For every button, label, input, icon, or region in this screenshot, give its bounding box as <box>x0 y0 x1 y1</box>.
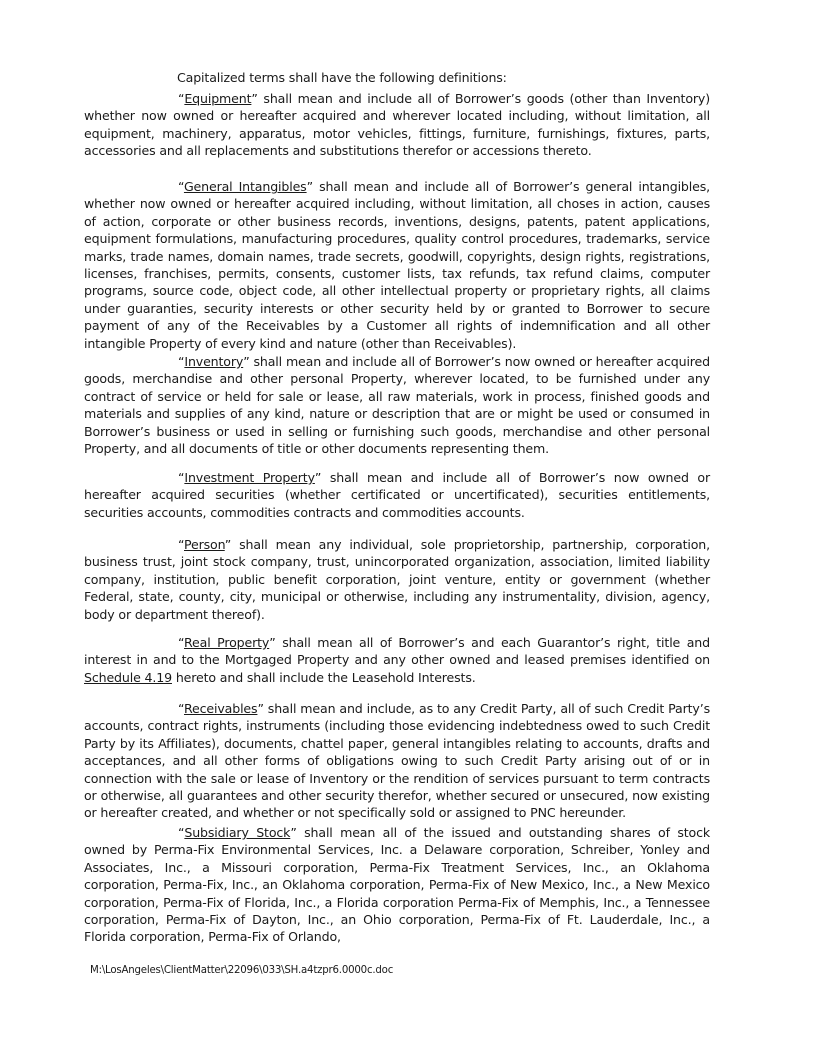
definition-general-intangibles: “General Intangibles” shall mean and include all of Borrower’s general intangibles, whether now owned or hereafter acquired including, without limitation, all choses in action, causes of action, corporate or other business records, inventions, designs, patents, patent applications, equipment formulations, manufacturing procedures, quality control procedures, trademarks, service marks, trade names, domain names, trade secrets, goodwill, copyrights, design rights, registrations, licenses, franchises, permits, consents, customer lists, tax refunds, tax refund claims, computer programs, source code, object code, all other intellectual property or proprietary rights, all claims under guaranties, security interests or other security held by or granted to Borrower to secure payment of any of the Receivables by a Customer all rights of indemnification and all other intangible Property of every kind and nature (other than Receivables). <box>84 179 710 351</box>
definition-equipment: “Equipment” shall mean and include all of Borrower’s goods (other than Inventory) whether now owned or hereafter acquired and wherever located including, without limitation, all equipment, machinery, apparatus, motor vehicles, fittings, furniture, furnishings, fixtures, parts, accessories and all replacements and substitutions therefor or accessions thereto. <box>84 91 710 159</box>
defined-term: Person <box>184 537 225 552</box>
definition-inventory: “Inventory” shall mean and include all of Borrower’s now owned or hereafter acquired goods, merchandise and other personal Property, wherever located, to be furnished under any contract of service or held for sale or lease, all raw materials, work in process, finished goods and materials and supplies of any kind, nature or description that are or might be used or consumed in Borrower’s business or used in selling or furnishing such goods, merchandise and other personal Property, and all documents of title or other documents representing them. <box>84 354 710 457</box>
definition-investment-property: “Investment Property” shall mean and include all of Borrower’s now owned or hereafter acquired securities (whether certificated or uncertificated), securities entitlements, securities accounts, commodities contracts and commodities accounts. <box>84 470 710 520</box>
document-file-path: M:\LosAngeles\ClientMatter\22096\033\SH.a4tzpr6.0000c.doc <box>90 965 394 976</box>
schedule-reference: Schedule 4.19 <box>84 669 172 685</box>
defined-term: General Intangibles <box>183 179 307 194</box>
defined-term: Investment Property <box>184 470 315 485</box>
defined-term: Real Property <box>184 635 270 650</box>
definition-receivables: “Receivables” shall mean and include, as to any Credit Party, all of such Credit Party’s accounts, contract rights, instruments (including those evidencing indebtedness owed to such Credit Party by its Affiliates), documents, chattel paper, general intangibles relating to accounts, drafts and acceptances, and all other forms of obligations owing to such Credit Party arising out of or in connection with the sale or lease of Inventory or the rendition of services pursuant to term contracts or otherwise, all guarantees and other security therefor, whether secured or unsecured, now existing or hereafter created, and whether or not specifically sold or assigned to PNC hereunder. <box>84 701 710 821</box>
definitions-intro: Capitalized terms shall have the following definitions: <box>177 70 507 85</box>
defined-term: Inventory <box>184 354 244 369</box>
defined-term: Receivables <box>184 701 258 716</box>
definition-real-property: “Real Property” shall mean all of Borrower’s and each Guarantor’s right, title and interest in and to the Mortgaged Property and any other owned and leased premises identified on Schedule 4.19 hereto and shall include the Leasehold Interests. <box>84 635 710 685</box>
definition-person: “Person” shall mean any individual, sole proprietorship, partnership, corporation, business trust, joint stock company, trust, unincorporated organization, association, limited liability company, institution, public benefit corporation, joint venture, entity or government (whether Federal, state, county, city, municipal or otherwise, including any instrumentality, division, agency, body or department thereof). <box>84 537 710 622</box>
defined-term: Subsidiary Stock <box>184 825 291 840</box>
definition-subsidiary-stock: “Subsidiary Stock” shall mean all of the issued and outstanding shares of stock owned by Perma-Fix Environmental Services, Inc. a Delaware corporation, Schreiber, Yonley and Associates, Inc., a Missouri corporation, Perma-Fix Treatment Services, Inc., an Oklahoma corporation, Perma-Fix, Inc., an Oklahoma corporation, Perma-Fix of New Mexico, Inc., a New Mexico corporation, Perma-Fix of Florida, Inc., a Florida corporation Perma-Fix of Memphis, Inc., a Tennessee corporation, Perma-Fix of Dayton, Inc., an Ohio corporation, Perma-Fix of Ft. Lauderdale, Inc., a Florida corporation, Perma-Fix of Orlando, <box>84 825 710 945</box>
defined-term: Equipment <box>184 91 252 106</box>
